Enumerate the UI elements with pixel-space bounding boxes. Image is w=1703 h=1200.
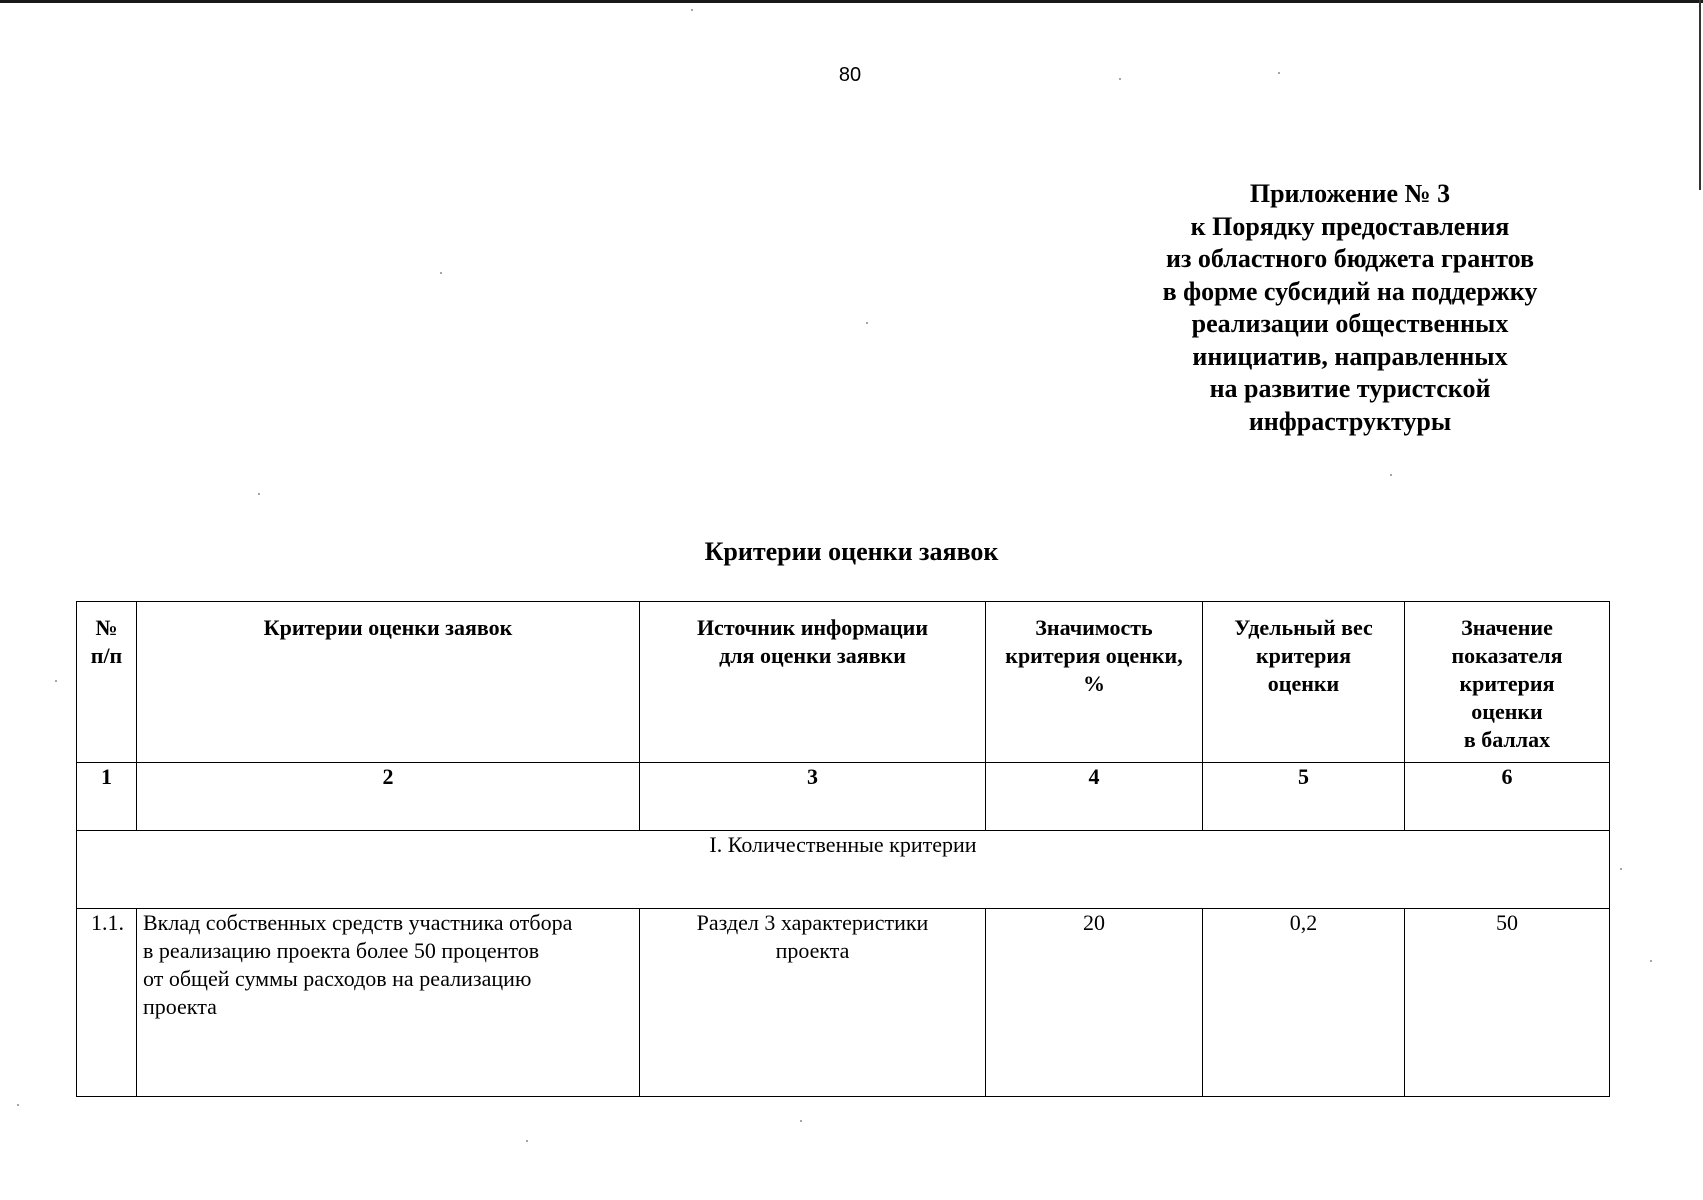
page-number: 80 [838, 64, 862, 86]
appendix-line: Приложение № 3 [1249, 179, 1451, 208]
scan-speck [1620, 868, 1622, 870]
header-criterion [137, 602, 640, 763]
source-line: проекта [775, 938, 850, 963]
header-line: % [1083, 671, 1105, 696]
scan-speck [17, 1104, 19, 1106]
header-line: Значение [1461, 615, 1553, 640]
header-source [640, 602, 986, 763]
row-points: 50 [1405, 909, 1610, 1097]
criterion-line: от общей суммы расходов на реализацию [143, 966, 532, 991]
header-line: Источник информации [696, 615, 929, 640]
column-number: 4 [986, 763, 1203, 831]
appendix-heading [1100, 178, 1600, 438]
appendix-line: на развитие туристской [1209, 374, 1491, 403]
appendix-line: инициатив, направленных [1192, 341, 1508, 371]
scan-speck [691, 9, 693, 11]
table-row [77, 909, 1610, 1097]
header-line: оценки [1471, 699, 1543, 724]
column-number: 1 [77, 763, 137, 831]
column-number: 6 [1405, 763, 1610, 831]
scan-speck [1390, 474, 1392, 476]
header-line: Критерии оценки заявок [263, 615, 513, 640]
scan-speck [55, 680, 57, 682]
header-line: оценки [1267, 671, 1340, 696]
section-title: I. Количественные критерии [77, 831, 1610, 909]
source-line: Раздел 3 характеристики [696, 910, 929, 935]
right-edge-rule [1699, 0, 1701, 190]
appendix-line: инфраструктуры [1248, 406, 1452, 436]
header-weight [1203, 602, 1405, 763]
column-number: 5 [1203, 763, 1405, 831]
row-weight: 0,2 [1203, 909, 1405, 1097]
scan-speck [800, 1120, 802, 1122]
scan-speck [866, 322, 868, 324]
header-line: критерия [1459, 671, 1555, 696]
criteria-table [76, 601, 1610, 1097]
scan-speck [1278, 72, 1280, 74]
header-line: показателя [1451, 643, 1563, 668]
criterion-line: проекта [143, 994, 217, 1019]
appendix-line: реализации общественных [1191, 309, 1509, 338]
scan-speck [1650, 960, 1652, 962]
row-number: 1.1. [77, 909, 137, 1097]
top-edge-rule [0, 0, 1703, 3]
scan-speck [1119, 78, 1121, 80]
column-number: 3 [640, 763, 986, 831]
table-header-row [77, 602, 1610, 763]
scan-speck [258, 493, 260, 495]
row-criterion [137, 909, 640, 1097]
header-line: критерия [1256, 643, 1351, 668]
header-line: п/п [90, 643, 123, 668]
column-numbers-row [77, 763, 1610, 831]
appendix-line: в форме субсидий на поддержку [1162, 276, 1538, 306]
header-points [1405, 602, 1610, 763]
scan-speck [526, 1140, 528, 1142]
header-line: для оценки заявки [719, 643, 906, 668]
criterion-line: в реализацию проекта более 50 процентов [143, 938, 540, 963]
row-significance: 20 [986, 909, 1203, 1097]
appendix-line: из областного бюджета грантов [1165, 244, 1535, 273]
header-number [77, 602, 137, 763]
header-line: в баллах [1463, 727, 1551, 752]
header-line: критерия оценки, [1005, 643, 1183, 668]
column-number: 2 [137, 763, 640, 831]
header-significance [986, 602, 1203, 763]
criterion-line: Вклад собственных средств участника отбора [143, 910, 573, 935]
row-source [640, 909, 986, 1097]
section-row [77, 831, 1610, 909]
scan-speck [440, 272, 442, 274]
appendix-line: к Порядку предоставления [1190, 211, 1510, 241]
header-line: № [95, 615, 118, 640]
document-title: Критерии оценки заявок [704, 537, 999, 566]
header-line: Значимость [1035, 615, 1153, 640]
header-line: Удельный вес [1234, 615, 1373, 640]
